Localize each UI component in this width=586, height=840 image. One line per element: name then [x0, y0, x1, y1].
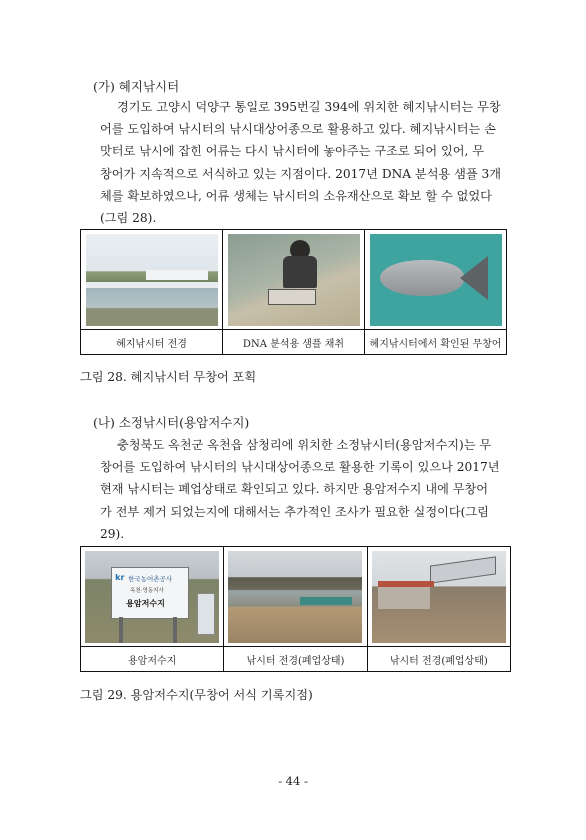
paragraph-line: 맛터로 낚시에 잡힌 어류는 다시 낚시터에 놓아주는 구조로 되어 있어, 무 — [100, 144, 485, 159]
section-b-paragraph — [100, 434, 510, 545]
paragraph-line: 창어를 도입하여 낚시터의 낚시대상어종으로 활용한 기록이 있으나 2017년 — [100, 460, 500, 475]
photo-caption: 용암저수지 — [81, 647, 224, 672]
figure-28-caption: 그림 28. 혜지낚시터 무창어 포획 — [80, 370, 257, 384]
photo-caption: 낚시터 전경(폐업상태) — [367, 647, 510, 672]
sign-org-name: 한국농어촌공사 — [128, 574, 173, 583]
figure-29-table — [80, 546, 511, 672]
figure-28-table — [80, 229, 507, 355]
paragraph-line: 현재 낚시터는 폐업상태로 확인되고 있다. 하지만 용암저수지 내에 무창어 — [100, 482, 489, 497]
figure-29-caption: 그림 29. 용암저수지(무창어 서식 기록지점) — [80, 688, 313, 702]
paragraph-line: 어를 도입하여 낚시터의 낚시대상어종으로 활용하고 있다. 혜지낚시터는 손 — [100, 122, 496, 137]
photo-cell — [365, 230, 507, 330]
paragraph-line: 창어가 지속적으로 서식하고 있는 지점이다. 2017년 DNA 분석용 샘플 3개 — [100, 166, 502, 181]
sign-branch: 옥천·영동지사 — [130, 587, 164, 594]
paragraph-line: (그림 28). — [100, 211, 157, 226]
org-logo: kr — [115, 572, 125, 582]
section-a-paragraph — [100, 96, 510, 229]
fishing-site-overview-photo — [86, 234, 218, 326]
photo-cell — [81, 547, 224, 647]
photo-caption: 혜지낚시터 전경 — [81, 330, 223, 355]
paragraph-line: 가 전부 제거 되었는지에 대해서는 추가적인 조사가 필요한 실정이다(그림 — [100, 504, 489, 519]
closed-fishing-site-photo-2 — [372, 551, 506, 643]
photo-caption: DNA 분석용 샘플 채취 — [223, 330, 365, 355]
photo-cell — [224, 547, 367, 647]
photo-cell — [81, 230, 223, 330]
reservoir-sign-photo — [85, 551, 219, 643]
photo-caption: 낚시터 전경(폐업상태) — [224, 647, 367, 672]
dna-sampling-photo — [228, 234, 360, 326]
fish-photo — [370, 234, 502, 326]
paragraph-line: 충청북도 옥천군 옥천읍 삼청리에 위치한 소정낚시터(용암저수지)는 무 — [117, 438, 492, 452]
paragraph-line: 29). — [100, 526, 125, 541]
photo-caption: 혜지낚시터에서 확인된 무창어 — [365, 330, 507, 355]
page-number: - 44 - — [278, 774, 308, 788]
sign-title: 용암저수지 — [126, 598, 165, 608]
section-b-heading: (나) 소정낚시터(용암저수지) — [93, 415, 250, 430]
photo-cell — [367, 547, 510, 647]
reservoir-sign — [111, 567, 189, 619]
closed-fishing-site-photo-1 — [228, 551, 362, 643]
section-a-heading: (가) 혜지낚시터 — [93, 79, 180, 94]
paragraph-line: 경기도 고양시 덕양구 통일로 395번길 394에 위치한 혜지낚시터는 무창 — [117, 100, 501, 114]
paragraph-line: 체를 확보하였으나, 어류 생체는 낚시터의 소유재산으로 확보 할 수 없었다 — [100, 188, 492, 203]
photo-cell — [223, 230, 365, 330]
